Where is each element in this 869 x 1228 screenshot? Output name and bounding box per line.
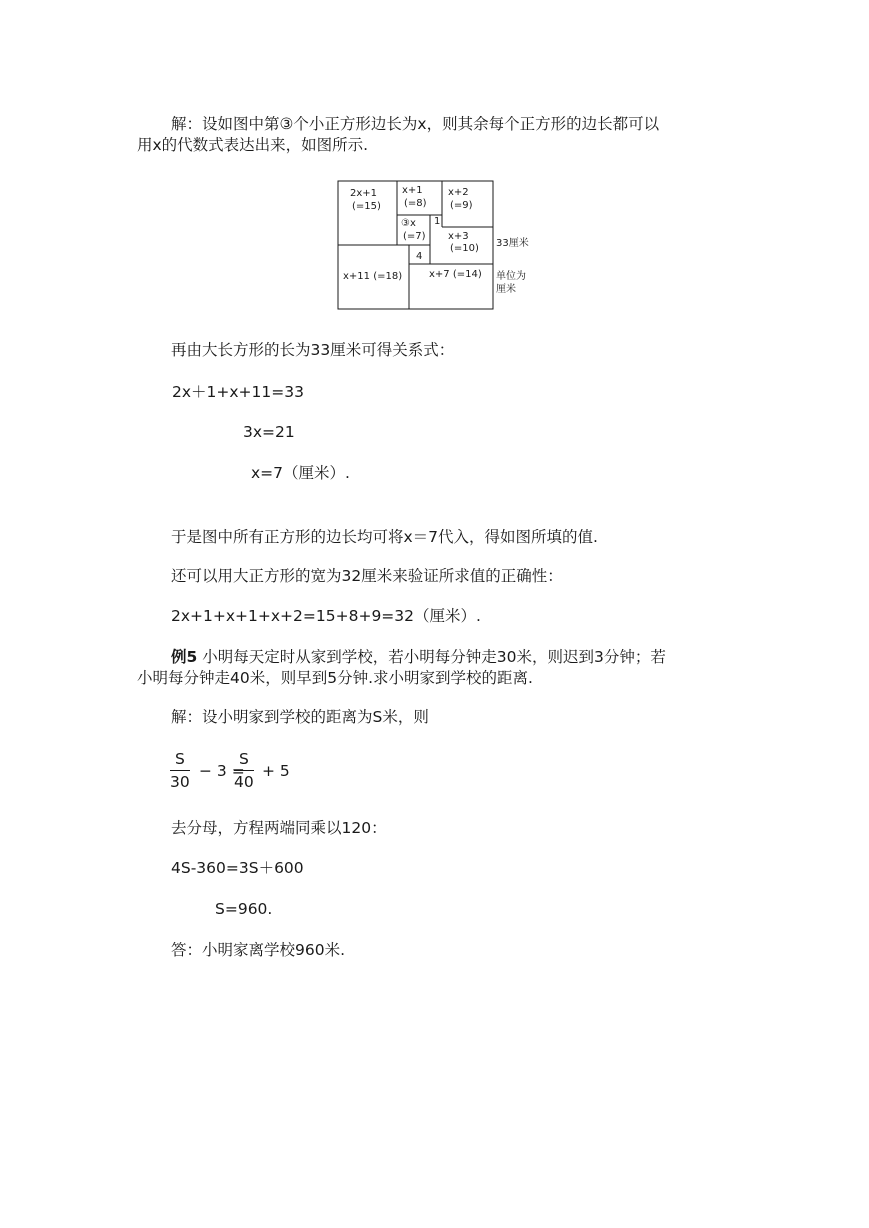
example-5-text-1: 小明每天定时从家到学校，若小明每分钟走30米，则迟到3分钟；若 [202, 648, 666, 666]
fraction-s-over-40 [234, 750, 254, 791]
example-5-line-1 [171, 647, 666, 667]
example-5-line-2: 小明每分钟走40米，则早到5分钟.求小明家到学校的距离. [137, 669, 533, 687]
sq-x-value: (=7) [403, 231, 426, 242]
sq-four-expr: 4 [416, 251, 423, 262]
sq-x-expr: ③x [401, 218, 416, 229]
equation-5: S=960. [215, 900, 273, 918]
equation-4: 4S-360=3S＋600 [171, 859, 304, 877]
verify-equation: 2x+1+x+1+x+2=15+8+9=32（厘米）. [171, 607, 481, 625]
verify-text: 还可以用大正方形的宽为32厘米来验证所求值的正确性： [171, 567, 563, 585]
sq-a-expr: 2x+1 [350, 188, 378, 199]
fraction-minus-3: − 3 = [199, 762, 245, 780]
sq-c-expr: x+2 [448, 187, 469, 198]
sq-d-expr: x+3 [448, 231, 469, 242]
solution-5-intro: 解：设小明家到学校的距离为S米，则 [171, 708, 429, 726]
substitute-text: 于是图中所有正方形的边长均可将x＝7代入，得如图所填的值. [171, 528, 598, 546]
intro-line-2: 用x的代数式表达出来，如图所示. [137, 136, 369, 154]
sq-f-expr: x+7 (=14) [429, 269, 482, 280]
fraction-s-over-30 [170, 750, 190, 791]
sq-e-expr: x+11 (=18) [343, 271, 403, 282]
denominator-text: 去分母，方程两端同乘以120： [171, 819, 387, 837]
side-length-label: 33厘米 [496, 238, 529, 249]
sq-c-value: (=9) [450, 200, 473, 211]
intro-line-1: 解：设如图中第③个小正方形边长为x，则其余每个正方形的边长都可以 [171, 115, 660, 133]
sq-d-value: (=10) [450, 243, 479, 254]
fraction-1-denominator: 30 [170, 773, 190, 791]
example-5-label: 例5 [171, 648, 198, 666]
sq-b-expr: x+1 [402, 185, 423, 196]
fraction-2-denominator: 40 [234, 773, 254, 791]
fraction-2-numerator: S [238, 750, 249, 768]
sq-a-value: (=15) [352, 201, 381, 212]
equation-2: 3x=21 [243, 423, 295, 441]
sq-b-value: (=8) [404, 198, 427, 209]
fraction-1-numerator: S [174, 750, 185, 768]
answer-text: 答：小明家离学校960米. [171, 941, 346, 959]
squares-diagram [337, 178, 577, 313]
equation-3: x=7（厘米）. [251, 464, 350, 482]
relation-text: 再由大长方形的长为33厘米可得关系式： [171, 341, 455, 359]
sq-one-expr: 1 [434, 216, 441, 227]
fraction-1-bar [170, 770, 190, 771]
fraction-2-bar [234, 770, 254, 771]
unit-label-1: 单位为 [496, 271, 526, 282]
equation-1: 2x＋1+x+11=33 [172, 383, 304, 401]
fraction-plus-5: + 5 [262, 762, 290, 780]
unit-label-2: 厘米 [496, 284, 516, 295]
